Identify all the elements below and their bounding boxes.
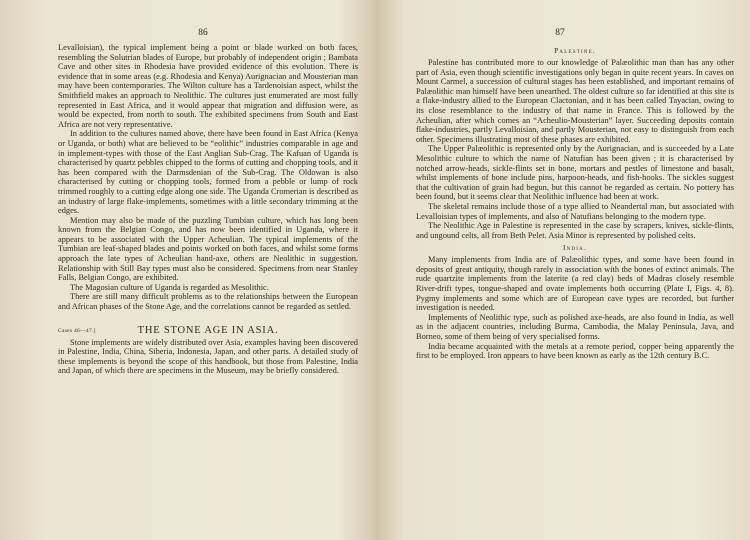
right-page: [378, 0, 750, 540]
page-number: 86: [198, 28, 208, 38]
subheading-india: India.: [562, 243, 587, 253]
paragraph: Mention may also be made of the puzzling Tumbian culture, which has long been known from the Belgian Congo, and has now been identified in Uganda, where it appears to be associated with the Upper Acheulian. The typical implements of the Tumbian are leaf-shaped blades and points worked on both faces, and whilst some forms approach the late types of Acheulian hand-axe, others are Neolithic in suggestion. Relationship with Still Bay types must also be considered. Specimens from near Stanley Falls, Belgian Congo, are exhibited.: [58, 215, 358, 283]
section-heading: THE STONE AGE IN ASIA.: [137, 324, 279, 336]
paragraph: Many implements from India are of Palæolithic types, and some have been found in deposits of great antiquity, though rarely in association with the bones of extinct animals. The rude quartzite implements from the laterite (a red clay) beds of Madras closely resemble River-drift types, tongue-shaped and ovate implements both occurring (Plate I, Figs. 4, 8). Pygmy implements and some which are of European cave types are recorded, but further investigation is needed.: [416, 255, 734, 313]
right-page-text: [416, 46, 734, 361]
paragraph: The Magosian culture of Uganda is regarded as Mesolithic.: [70, 282, 269, 292]
paragraph: The Neolithic Age in Palestine is represented in the case by scrapers, knives, sickle-flints, and ungound celts, all from Beth Pelet. Asia Minor is represented by polished celts.: [416, 221, 734, 240]
cases-label: Cases 46—47.]: [58, 327, 96, 334]
subheading-palestine: Palestine.: [554, 46, 596, 55]
section-heading-row: [58, 324, 358, 338]
paragraph: There are still many difficult problems as to the relationships between the European and African phases of the Stone Age, and the correlations cannot be regarded as settled.: [58, 292, 358, 312]
paragraph: Palestine has contributed more to our knowledge of Palæolithic man than has any other part of Asia, even though scientific investigations only began in quite recent years. In caves on Mount Carmel, a succession of cultural stages has been established, and important remains of Palæolithic man himself have been unearthed. The oldest culture so far identified at this site is a flake-industry allied to the European Clactonian, and it has been called Tayacian, owing to its close resemblance to the industry of that name in France. This is followed by the Acheulian, after which comes an “Acheulio-Mousterian” layer. Succeeding deposits contain flake-industries, partly Levalloisian, and partly Mousterian, not easy to distinguish from each other. Specimens illustrating most of these phases are exhibited.: [416, 58, 734, 144]
left-page-text: [58, 43, 358, 376]
paragraph: Stone implements are widely distributed over Asia, examples having been discovered in Palestine, India, China, Siberia, Indonesia, Japan, and other parts. A detailed study of these implements is beyond the scope of this handbook, but those from Palestine, India and Japan, of which there are specimens in the Museum, may be briefly considered.: [58, 337, 358, 376]
paragraph: Levalloisian), the typical implement being a point or blade worked on both faces, resembling the Solutrian blades of Europe, but probably of independent origin ; Bambata Cave and other sites in Rhodesia have provided evidence of this evolution. There is evidence that in some areas (e.g. Rhodesia and Kenya) Aurignacian and Mousterian man may have been contemporaries. The Wilton culture has a Tardenoisian aspect, whilst the Smithfield makes an approach to Neolithic. The cultures just enumerated are most fully represented in East Africa, and it would appear that migration and diffusion were, as would be expected, from north to south. The exhibited specimens from South and East Africa are not very representative.: [58, 43, 358, 129]
paragraph: Implements of Neolithic type, such as polished axe-heads, are also found in India, as well as in the adjacent countries, including Burma, Cambodia, the Malay Peninsula, Java, and Borneo, some of them being of very specialised forms.: [416, 312, 734, 342]
paragraph: India became acquainted with the metals at a remote period, copper being apparently the first to be employed. Iron appears to have been known as early as the 12th century B.C.: [416, 341, 734, 361]
paragraph: The skeletal remains include those of a type allied to Neandertal man, but associated with Levalloisian types of implements, and also of Natufians belonging to the modern type.: [416, 201, 734, 221]
paragraph: The Upper Palæolithic is represented only by the Aurignacian, and is succeeded by a Late Mesolithic culture to which the name of Natufian has been given ; it is characterised by notched arrow-heads, sickle-flints set in bone, mortars and pestles of limestone and basalt, whilst implements of bone include pins, harpoon-heads, and fish-hooks. The sickles suggest that the cultivation of grain had begun, but this cannot be regarded as certain. No pottery has been found, but it seems clear that Neolithic influence had been at work.: [416, 144, 734, 202]
page-number: 87: [555, 28, 565, 38]
paragraph: In addition to the cultures named above, there have been found in East Africa (Kenya or Uganda, or both) what are believed to be “eolithic” industries comparable in age and in implement-types with those of the East Anglian Sub-Crag. The Kafuan of Uganda is characterised by quartz pebbles chipped to the forms of cutting and chopping tools, and it has been compared with the Darmsdenian of the Sub-Crag. The Oldowan is also characterised by cutting or chopping tools, formed from a pebble or lump of rock trimmed roughly to a cutting edge along one side. The Uganda Cromerian is described as an industry of large flake-implements, sometimes with a little secondary trimming at the edges.: [58, 129, 358, 216]
left-page: [0, 0, 372, 540]
